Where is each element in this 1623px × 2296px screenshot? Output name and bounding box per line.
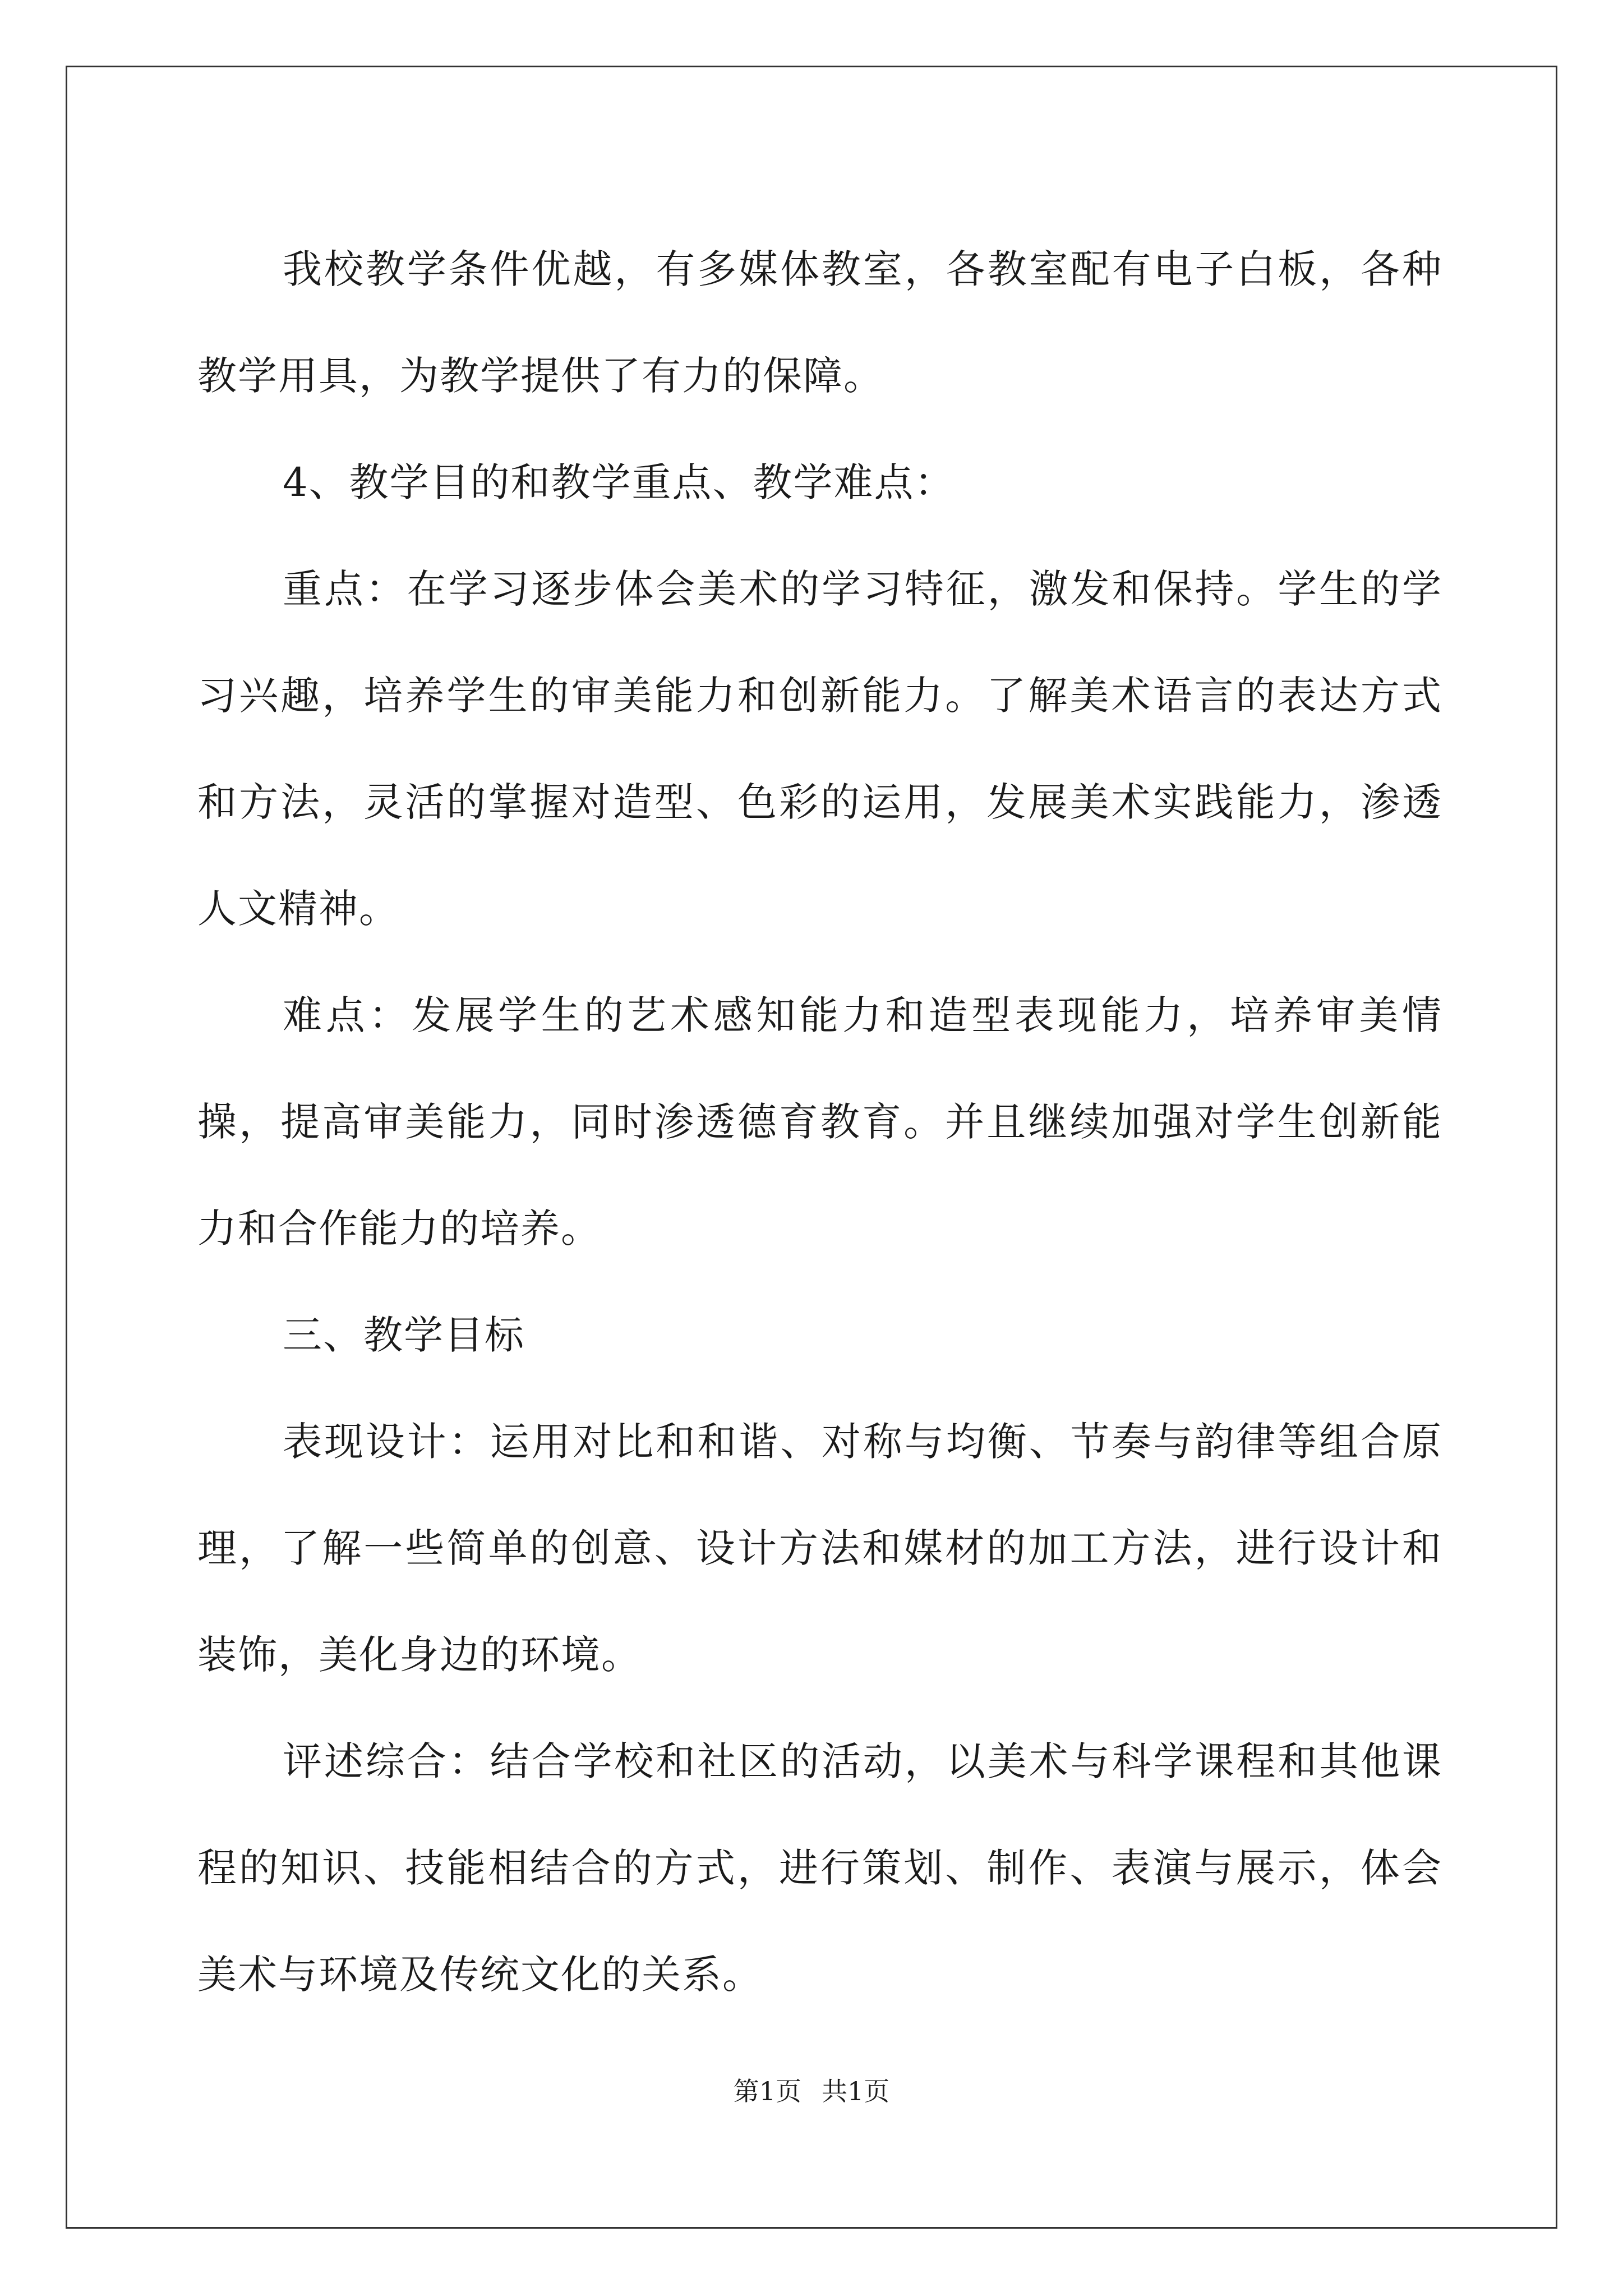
paragraph-teaching-conditions: 我校教学条件优越，有多媒体教室，各教室配有电子白板，各种教学用具，为教学提供了有力的保障。 <box>197 246 1442 399</box>
document-body <box>197 216 1442 2028</box>
page-footer <box>0 2074 1623 2108</box>
paragraph-section-heading-objectives: 三、教学目标 <box>283 1312 525 1358</box>
page-number-total: 共1页 <box>822 2076 890 2106</box>
page-number-current: 第1页 <box>733 2076 801 2106</box>
paragraph-key-points: 重点：在学习逐步体会美术的学习特征，激发和保持。学生的学习兴趣，培养学生的审美能力和创新能力。了解美术语言的表达方式和方法，灵活的掌握对造型、色彩的运用，发展美术实践能力，渗透人文精神。 <box>197 566 1442 932</box>
paragraph-review-synthesis: 评述综合：结合学校和社区的活动，以美术与科学课程和其他课程的知识、技能相结合的方式，进行策划、制作、表演与展示，体会美术与环境及传统文化的关系。 <box>197 1738 1442 1998</box>
paragraph-difficulties: 难点：发展学生的艺术感知能力和造型表现能力，培养审美情操，提高审美能力，同时渗透德育教育。并且继续加强对学生创新能力和合作能力的培养。 <box>197 992 1442 1251</box>
paragraph-design-expression: 表现设计：运用对比和和谐、对称与均衡、节奏与韵律等组合原理，了解一些简单的创意、设计方法和媒材的加工方法，进行设计和装饰，美化身边的环境。 <box>197 1419 1442 1678</box>
paragraph-section-heading-goals: 4、教学目的和教学重点、教学难点： <box>283 459 955 505</box>
